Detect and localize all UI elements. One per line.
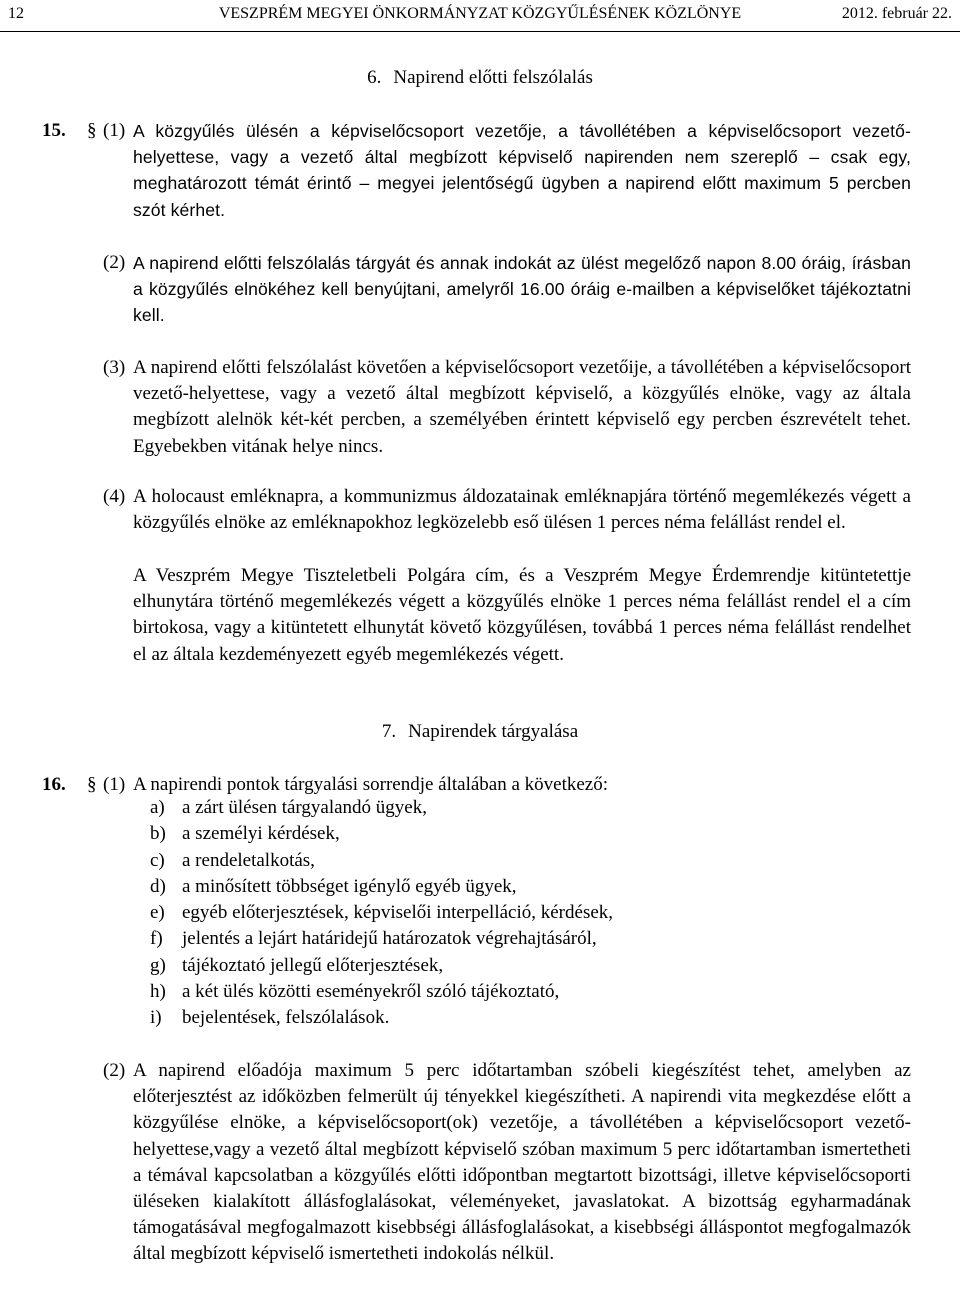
list-text: bejelentések, felszólalások. (182, 1007, 390, 1029)
list-item (150, 848, 613, 874)
section-6-heading: Napirend előtti felszólalás (393, 67, 593, 88)
page-header (0, 0, 960, 32)
paragraph-16-number: 16. (42, 774, 66, 795)
paragraph-16-1-intro: A napirendi pontok tárgyalási sorrendje általában a következő: (133, 774, 609, 795)
paragraph-16-1-label: (1) (103, 774, 126, 795)
list-text: a rendeletalkotás, (182, 849, 315, 871)
paragraph-16-2-text: A napirend előadója maximum 5 perc időtartamban szóbeli kiegészítést tehet, amelyben az előterjesztést az időközben felmerült új tényekkel kiegészítheti. A napirendi vita megkezdése előtt a közgyűlése elnöke, a képviselőcsoport(ok) vezetője, a távollétében a képviselőcsoport vezető-helyettese,vagy a vezető által megbízott képviselő szóban maximum 5 perc időtartamban ismertetheti a témával kapcsolatban a közgyűlés előtti időpontban megtartott bizottsági, illetve képviselőcsoporti üléseken kialakított állásfoglalásokat, véleményeket, javaslatokat. A bizottság egyharmadának támogatásával megfogalmazott kisebbségi állásfoglalásokat, a kisebbségi álláspontot megfogalmazók által megbízott képviselő ismertetheti indokolás nélkül. (133, 1060, 911, 1265)
list-marker: i) (150, 1007, 162, 1029)
paragraph-15-4-text-continued: A Veszprém Megye Tiszteletbeli Polgára cím, és a Veszprém Megye Érdemrendje kitüntetettje elhunytára történő megemlékezés végett a közgyűlés elnöke 1 perces néma felállást rendel el a cím birtokosa, vagy a kitüntetett elhunytát követő közgyűlésen, továbbá 1 perces néma felállást rendelhet el az általa kezdeményezett egyéb megemlékezés végett. (133, 565, 911, 665)
section-6-title (0, 67, 960, 89)
list-item (150, 900, 613, 926)
list-marker: f) (150, 928, 163, 950)
list-marker: g) (150, 954, 166, 976)
list-text: a zárt ülésen tárgyalandó ügyek, (182, 797, 427, 818)
page-number: 12 (8, 5, 24, 22)
section-7-heading: Napirendek tárgyalása (408, 721, 579, 742)
paragraph-16-2-label: (2) (103, 1060, 126, 1081)
list-text: jelentés a lejárt határidejű határozatok végrehajtásáról, (182, 928, 597, 950)
section-7-title (0, 721, 960, 743)
paragraph-15-1-text: A közgyűlés ülésén a képviselőcsoport vezetője, a távollétében a képviselőcsoport vezető-helyettese, vagy a vezető által megbízott képviselő napirenden nem szereplő – csak egy, meghatározott témát érintő – megyei jelentőségű ügyben a napirend előtt maximum 5 percben szót kérhet. (133, 121, 911, 220)
paragraph-16-symbol: § (87, 774, 97, 795)
list-item (150, 874, 613, 900)
list-marker: b) (150, 823, 166, 845)
list-item (150, 979, 613, 1005)
paragraph-15-number: 15. (42, 120, 66, 141)
list-marker: e) (150, 902, 165, 924)
list-item (150, 953, 613, 979)
publication-title: VESZPRÉM MEGYEI ÖNKORMÁNYZAT KÖZGYŰLÉSÉNEK KÖZLÖNYE (218, 5, 742, 22)
list-marker: c) (150, 849, 165, 871)
paragraph-15-3-text: A napirend előtti felszólalást követően a képviselőcsoport vezetőije, a távollétében a képviselőcsoport vezető-helyettese, vagy a vezető által megbízott képviselő, a közgyűlés elnöke, vagy az általa megbízott alelnök két-két percben, a személyében érintett képviselő egy percben észrevételt tehet. Egyebekben vitának helye nincs. (133, 357, 911, 457)
paragraph-15-1-label: (1) (103, 120, 126, 141)
paragraph-15-symbol: § (87, 120, 97, 141)
list-item (150, 1005, 613, 1031)
list-item (150, 926, 613, 952)
paragraph-15-4-label: (4) (103, 486, 126, 507)
list-text: egyéb előterjesztések, képviselői interpelláció, kérdések, (182, 902, 614, 924)
list-item (150, 821, 613, 847)
list-text: a két ülés közötti eseményekről szóló tájékoztató, (182, 981, 560, 1003)
paragraph-15-3-label: (3) (103, 357, 126, 378)
paragraph-15-4-text: A holocaust emléknapra, a kommunizmus áldozatainak emléknapjára történő megemlékezés végett a közgyűlés elnöke az emléknapokhoz legközelebb eső ülésen 1 perces néma felállást rendel el. (133, 486, 911, 534)
agenda-order-list (150, 795, 613, 1032)
issue-date: 2012. február 22. (841, 5, 952, 22)
list-marker: d) (150, 875, 166, 897)
paragraph-15-2-label: (2) (103, 252, 126, 273)
list-item (150, 795, 613, 821)
paragraph-15-2-text: A napirend előtti felszólalás tárgyát és annak indokát az ülést megelőző napon 8.00 óráig, írásban a közgyűlés elnökéhez kell benyújtani, amelyről 16.00 óráig e-mailben a képviselőket tájékoztatni kell. (133, 253, 911, 326)
section-7-number: 7. (381, 721, 397, 742)
list-text: a minősített többséget igénylő egyéb ügyek, (182, 875, 517, 897)
list-marker: a) (150, 797, 165, 818)
list-text: tájékoztató jellegű előterjesztések, (182, 954, 444, 976)
list-marker: h) (150, 981, 166, 1003)
list-text: a személyi kérdések, (182, 823, 340, 845)
section-6-number: 6. (367, 67, 382, 88)
